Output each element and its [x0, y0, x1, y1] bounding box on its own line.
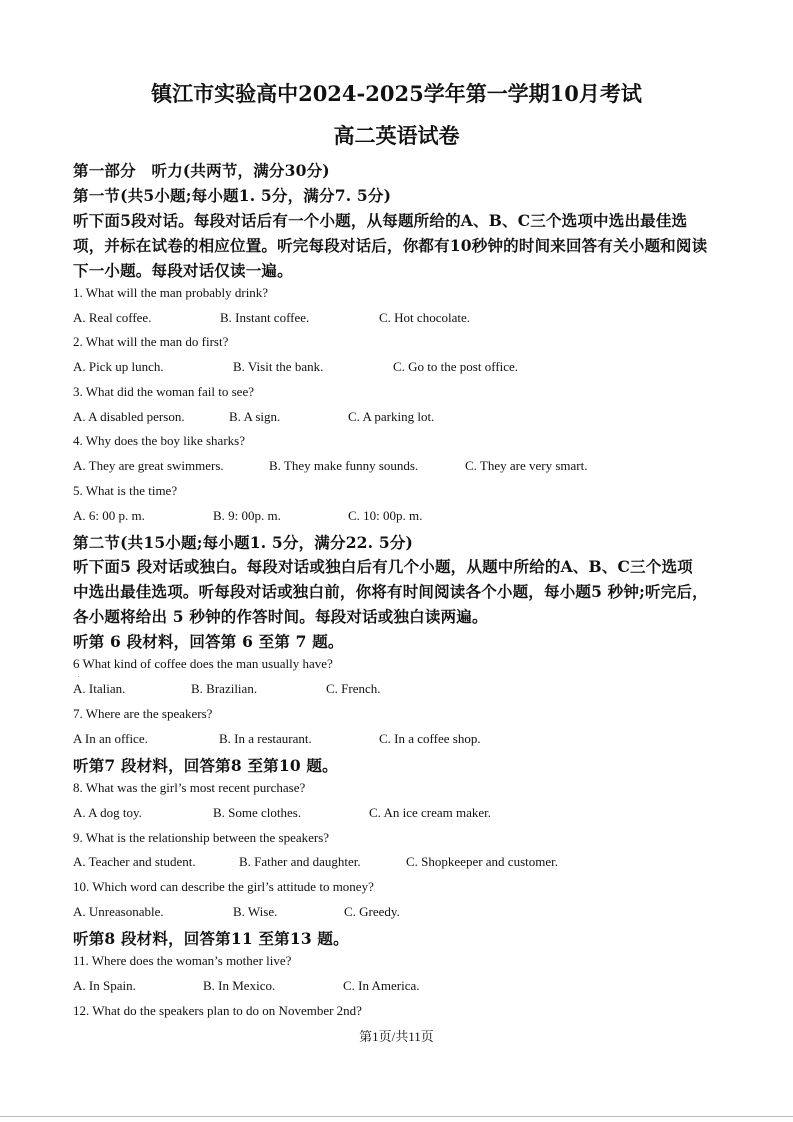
q7-option-b: B. In a restaurant.	[219, 731, 312, 746]
q8-option-c: C. An ice cream maker.	[369, 805, 492, 820]
material-8-heading: 听第8 段材料，回答第11 至第13 题。	[73, 929, 349, 948]
part1-heading: 第一部分 听力(共两节，满分30分)	[73, 161, 330, 180]
q10-option-c: C. Greedy.	[344, 904, 400, 919]
q3-option-b: B. A sign.	[229, 409, 281, 424]
question-12: 12. What do the speakers plan to do on November 2nd?	[73, 1003, 362, 1018]
question-9: 9. What is the relationship between the speakers?	[73, 830, 330, 845]
question-11: 11. Where does the woman’s mother live?	[73, 953, 292, 968]
q1-option-c: C. Hot chocolate.	[379, 310, 470, 325]
question-1: 1. What will the man probably drink?	[73, 285, 269, 300]
q2-option-b: B. Visit the bank.	[233, 359, 324, 374]
q4-option-c: C. They are very smart.	[465, 458, 588, 473]
q2-option-c: C. Go to the post office.	[393, 359, 519, 374]
question-4: 4. Why does the boy like sharks?	[73, 433, 245, 448]
question-5: 5. What is the time?	[73, 483, 178, 498]
q11-option-c: C. In America.	[343, 978, 420, 993]
q6-option-a: A. Italian.	[73, 681, 126, 696]
q8-option-a: A. A dog toy.	[73, 805, 142, 820]
section1-instruction-line: 项，并标在试卷的相应位置。听完每段对话后，你都有10秒钟的时间来回答有关小题和阅读	[73, 236, 708, 255]
q9-option-c: C. Shopkeeper and customer.	[406, 854, 558, 869]
q11-option-a: A. In Spain.	[73, 978, 136, 993]
exam-subtitle: 高二英语试卷	[333, 123, 460, 148]
question-8: 8. What was the girl’s most recent purchase?	[73, 780, 306, 795]
question-3: 3. What did the woman fail to see?	[73, 384, 254, 399]
section1-instruction-line: 下一小题。每段对话仅读一遍。	[73, 261, 293, 280]
section2-heading: 第二节(共15小题;每小题1. 5分，满分22. 5分)	[73, 533, 414, 552]
section2-instruction-line: 听下面5 段对话或独白。每段对话或独白后有几个小题，从题中所给的A、B、C三个选项	[73, 557, 693, 576]
question-10: 10. Which word can describe the girl’s attitude to money?	[73, 879, 374, 894]
q1-option-b: B. Instant coffee.	[220, 310, 310, 325]
q3-option-c: C. A parking lot.	[348, 409, 435, 424]
q2-option-a: A. Pick up lunch.	[73, 359, 164, 374]
q5-option-c: C. 10: 00p. m.	[348, 508, 423, 523]
page-bottom-edge	[0, 1116, 793, 1117]
exam-title: 镇江市实验高中2024-2025学年第一学期10月考试	[151, 81, 642, 106]
q9-option-b: B. Father and daughter.	[239, 854, 361, 869]
section1-instruction-line: 听下面5段对话。每段对话后有一个小题，从每题所给的A、B、C三个选项中选出最佳选	[73, 211, 688, 230]
material-7-heading: 听第7 段材料，回答第8 至第10 题。	[73, 756, 338, 775]
section1-heading: 第一节(共5小题;每小题1. 5分，满分7. 5分)	[73, 186, 392, 205]
q3-option-a: A. A disabled person.	[73, 409, 185, 424]
q6-option-b: B. Brazilian.	[191, 681, 258, 696]
question-2: 2. What will the man do first?	[73, 334, 229, 349]
section2-instruction-line: 各小题将给出 5 秒钟的作答时间。每段对话或独白读两遍。	[73, 607, 488, 626]
question-6: 6 What kind of coffee does the man usually have?	[73, 656, 333, 671]
q7-option-c: C. In a coffee shop.	[379, 731, 481, 746]
q6-option-c: C. French.	[326, 681, 381, 696]
print-speck	[78, 676, 79, 677]
q10-option-a: A. Unreasonable.	[73, 904, 164, 919]
q11-option-b: B. In Mexico.	[203, 978, 276, 993]
page-number: 第1页/共11页	[359, 1029, 434, 1044]
q4-option-a: A. They are great swimmers.	[73, 458, 224, 473]
q10-option-b: B. Wise.	[233, 904, 278, 919]
q4-option-b: B. They make funny sounds.	[269, 458, 419, 473]
q7-option-a: A In an office.	[73, 731, 148, 746]
q5-option-b: B. 9: 00p. m.	[213, 508, 281, 523]
section2-instruction-line: 中选出最佳选项。听每段对话或独白前，你将有时间阅读各个小题，每小题5 秒钟;听完后，	[73, 582, 708, 601]
q8-option-b: B. Some clothes.	[213, 805, 302, 820]
material-6-heading: 听第 6 段材料，回答第 6 至第 7 题。	[73, 632, 344, 651]
q1-option-a: A. Real coffee.	[73, 310, 152, 325]
q9-option-a: A. Teacher and student.	[73, 854, 196, 869]
q5-option-a: A. 6: 00 p. m.	[73, 508, 145, 523]
question-7: 7. Where are the speakers?	[73, 706, 213, 721]
